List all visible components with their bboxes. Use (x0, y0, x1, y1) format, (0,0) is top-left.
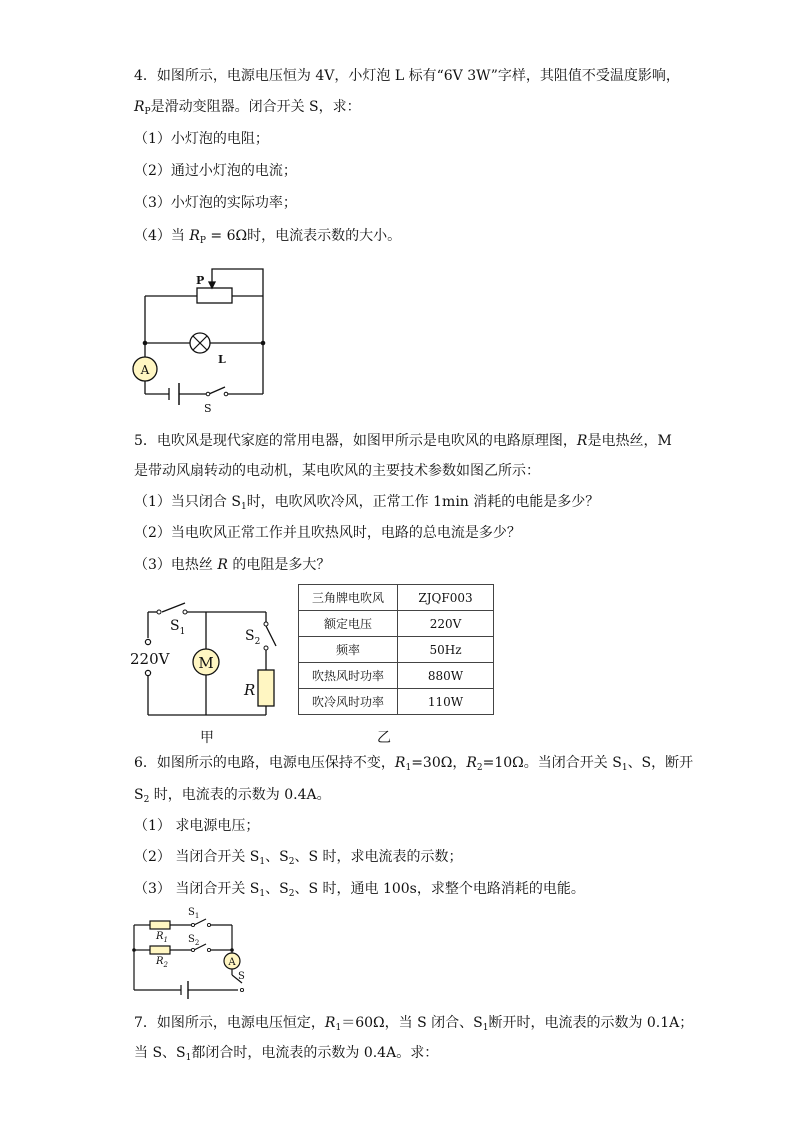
terminal (145, 670, 150, 675)
r1-var: R (394, 755, 406, 771)
r-var: R (576, 433, 588, 449)
resistor-r1 (150, 921, 170, 929)
q6-line-2-post: 时，电流表的示数为 0.4A。 (149, 787, 331, 803)
q6-item-2-post: 、S 时，求电流表的示数； (294, 849, 463, 865)
switch-contact (264, 622, 268, 626)
q5-item-1 (134, 492, 599, 517)
switch-contact (264, 646, 268, 650)
ammeter-symbol (133, 357, 157, 381)
switch-contact (240, 988, 243, 991)
q7-line-1-post: 断开时，电流表的示数为 0.1A； (488, 1015, 694, 1031)
q6-circuit-diagram (128, 905, 253, 1000)
q6-line-2 (134, 785, 331, 810)
label-s1: $S_1$ (188, 907, 200, 920)
q5-item-1-post: 时，电吹风吹冷风，正常工作 1min 消耗的电能是多少？ (246, 494, 600, 510)
q4-item-4 (134, 226, 401, 251)
label-220v: 220V (130, 650, 170, 668)
terminal (145, 639, 150, 644)
table-row: 吹热风时功率 880W (299, 663, 494, 689)
motor-symbol (193, 649, 219, 675)
r1-value: =30Ω， (411, 755, 467, 771)
q6-item-2-mid: 、S (265, 849, 289, 865)
q5-item-3-pre: （3）电热丝 (134, 557, 218, 573)
rp-var: R (134, 99, 145, 115)
resistor-r (258, 670, 274, 706)
q5-line-1-post: 是电热丝，M (587, 433, 672, 449)
rheostat-symbol (197, 288, 232, 303)
label-s: S (204, 402, 212, 415)
s2-sub: 2 (288, 857, 295, 867)
q7-line-1-pre: 7．如图所示，电源电压恒定， (134, 1015, 325, 1031)
q4-line-2 (134, 97, 361, 122)
label-p: P (196, 274, 205, 287)
label-s2: $S_2$ (188, 934, 200, 947)
label-r: R (244, 681, 256, 699)
rp-var: R (189, 228, 200, 244)
label-r1: $R_1$ (156, 931, 168, 944)
lamp-symbol (190, 333, 210, 353)
q4-line-2-text: 是滑动变阻器。闭合开关 S，求： (150, 99, 361, 115)
rp-sub: P (144, 107, 151, 117)
r-var: R (217, 557, 228, 573)
q5-item-3 (134, 555, 330, 575)
switch-contact (206, 392, 210, 396)
q7-line-1-mid: ＝60Ω，当 S 闭合、S (341, 1015, 483, 1031)
label-s1: $S_1$ (170, 618, 186, 637)
junction-dot (143, 341, 148, 346)
s1-sub: 1 (185, 1053, 192, 1063)
q6-item-3 (134, 879, 585, 904)
caption-jia: 甲 (200, 730, 214, 746)
q5-line-1 (134, 431, 672, 451)
switch-contact (207, 948, 210, 951)
q4-item-4-post: = 6Ω时，电流表示数的大小。 (205, 228, 402, 244)
r1-sub: 1 (405, 763, 412, 773)
q7-line-2-pre: 当 S、S (134, 1045, 186, 1061)
q4-line-1: 4．如图所示，电源电压恒为 4V，小灯泡 L 标有“6V 3W”字样，其阻值不受温度影响， (134, 68, 680, 84)
switch-contact (224, 392, 228, 396)
table-row: 频率 50Hz (299, 637, 494, 663)
s2-sub: 2 (143, 795, 150, 805)
label-l: L (218, 353, 226, 366)
switch-contact (157, 610, 161, 614)
switch-contact (183, 610, 187, 614)
q4-item-4-pre: （4）当 (134, 228, 190, 244)
q5-item-2: （2）当电吹风正常工作并且吹热风时，电路的总电流是多少？ (134, 525, 521, 541)
q7-line-2 (134, 1043, 438, 1068)
q7-line-1 (134, 1013, 693, 1038)
table-row: 吹冷风时功率 110W (299, 689, 494, 715)
table-row: 三角牌电吹风 ZJQF003 (299, 585, 494, 611)
switch-contact (191, 923, 194, 926)
svg-text:A: A (228, 957, 236, 968)
q4-circuit-diagram (130, 262, 280, 422)
q4-item-3: （3）小灯泡的实际功率； (134, 195, 297, 211)
s1-sub: 1 (482, 1023, 489, 1033)
s2-sub: 2 (288, 889, 295, 899)
q5-circuit-diagram (128, 598, 278, 723)
s2-var: S (134, 787, 144, 803)
caption-yi: 乙 (377, 730, 391, 746)
s1-sub: 1 (621, 763, 628, 773)
svg-text:A: A (140, 363, 150, 377)
r1-sub: 1 (335, 1023, 342, 1033)
q6-item-3-post: 、S 时，通电 100s，求整个电路消耗的电能。 (294, 881, 585, 897)
q7-line-2-post: 都闭合时，电流表的示数为 0.4A。求： (191, 1045, 439, 1061)
s1-sub: 1 (240, 502, 247, 512)
r2-sub: 2 (476, 763, 483, 773)
switch-contact (191, 948, 194, 951)
r2-value: =10Ω。当闭合开关 S (482, 755, 622, 771)
q4-item-1: （1）小灯泡的电阻； (134, 131, 269, 147)
junction-dot (132, 948, 136, 952)
q6-line-1-post: 、S，断开 (627, 755, 694, 771)
rp-sub: P (199, 236, 206, 246)
q6-line-1-pre: 6．如图所示的电路，电源电压保持不变， (134, 755, 395, 771)
r1-var: R (324, 1015, 336, 1031)
table-row: 额定电压 220V (299, 611, 494, 637)
q6-line-1 (134, 753, 693, 778)
spec-table (298, 584, 494, 715)
junction-dot (230, 948, 234, 952)
r2-var: R (466, 755, 477, 771)
q5-item-1-pre: （1）当只闭合 S (134, 494, 241, 510)
q5-item-3-post: 的电阻是多大？ (227, 557, 331, 573)
resistor-r2 (150, 946, 170, 954)
q6-item-3-pre: （3） 当闭合开关 S (134, 881, 260, 897)
q6-item-2 (134, 847, 463, 872)
q6-item-2-pre: （2） 当闭合开关 S (134, 849, 260, 865)
ammeter-symbol (224, 953, 240, 969)
s1-sub: 1 (259, 857, 266, 867)
svg-text:M: M (198, 654, 214, 672)
s1-sub: 1 (259, 889, 266, 899)
label-s: S (238, 971, 245, 982)
q5-line-2: 是带动风扇转动的电动机，某电吹风的主要技术参数如图乙所示： (134, 463, 540, 479)
label-r2: $R_2$ (156, 956, 168, 969)
q6-item-3-mid: 、S (265, 881, 289, 897)
label-s2: $S_2$ (245, 628, 261, 647)
q4-item-2: （2）通过小灯泡的电流； (134, 163, 297, 179)
switch-contact (207, 923, 210, 926)
q6-item-1: （1） 求电源电压； (134, 818, 260, 834)
junction-dot (261, 341, 266, 346)
q5-line-1-pre: 5．电吹风是现代家庭的常用电器，如图甲所示是电吹风的电路原理图， (134, 433, 577, 449)
